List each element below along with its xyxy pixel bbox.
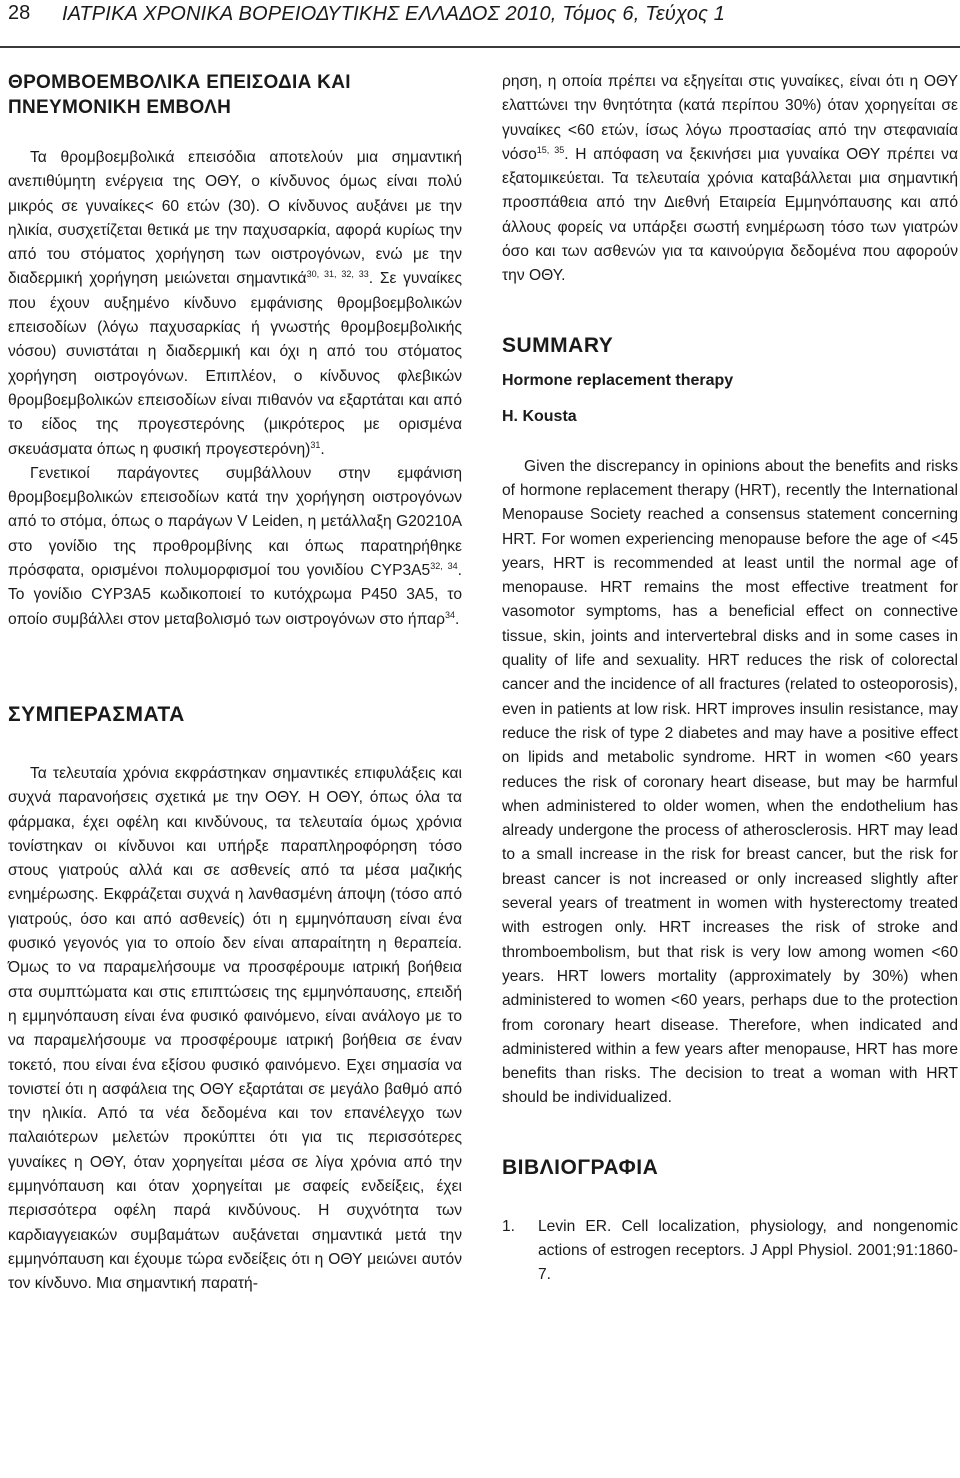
body-paragraph: Γενετικοί παράγοντες συμβάλλουν στην εμφάνιση θρομβοεμβολικών επεισοδίων κατά την χορήγηση οιστρογόνων από το στόμα, όπως ο παράγων V Leiden, η μετάλλαξη G20210A στο γονίδιο της προθρομβίνης και όπως παρατηρήθηκε πρόσφατα, ορισμένοι πολυμορφισμοί του γονιδίου CYP3A5$^{32, 34}$. Το γονίδιο CYP3A5 κωδικοποιεί το κυτόχρωμα P450 3A5, το οποίο συμβάλλει στον μεταβολισμό των οιστρογόνων στο ήπαρ$^{34}$.: [8, 464, 462, 628]
summary-author: H. Kousta: [502, 407, 577, 425]
reference-item: [502, 1215, 958, 1288]
right-column: [502, 70, 958, 1288]
page-number: 28: [8, 2, 31, 24]
section-heading-thromboembolism: ΘΡΟΜΒΟΕΜΒΟΛΙΚΑ ΕΠΕΙΣΟΔΙΑ ΚΑΙ ΠΝΕΥΜΟΝΙΚΗ ΕΜΒΟΛΗ: [8, 72, 351, 118]
reference-text: Levin ER. Cell localization, physiology, and nongenomic actions of estrogen receptors. J Appl Physiol. 2001;91:1860-7.: [538, 1217, 958, 1284]
reference-number: 1.: [502, 1217, 516, 1235]
summary-title: Hormone replacement therapy: [502, 371, 734, 389]
citation[interactable]: 31: [310, 439, 321, 450]
body-paragraph: ρηση, η οποία πρέπει να εξηγείται στις γυναίκες, είναι ότι η ΟΘΥ ελαττώνει την θνητότητα (κατά περίπου 30%) όταν χορηγείται σε γυναίκες <60 ετών, ίσως λόγω προστασίας από την στεφανιαία νόσο$^{15, 35}$. Η απόφαση να ξεκινήσει μια γυναίκα ΟΘΥ πρέπει να εξατομικεύεται. Τα τελευταία χρόνια καταβάλλεται μια σημαντική προσπάθεια από την Διεθνή Εταιρεία Εμμηνόπαυσης και από άλλους φορείς να υπάρξει σωστή ενημέρωση τόσο των γιατρών όσο και των ασθενών για τα καινούργια δεδομένα που αφορούν την ΟΘΥ.: [502, 73, 958, 285]
section-heading-references: ΒΙΒΛΙΟΓΡΑΦΙΑ: [502, 1155, 659, 1179]
summary-paragraph: Given the discrepancy in opinions about the benefits and risks of hormone replacement therapy (HRT), recently the International Menopause Society reached a consensus statement concerning HRT. For women experiencing menopause before the age of <45 years, HRT is recommended at least until the normal age of menopause. HRT remains the most effective treatment for vasomotor symptoms, has a beneficial effect on connective tissue, skin, joints and intervertebral disks and in some cases in quality of life and sexuality. HRT reduces the risk of colorectal cancer and the incidence of all fractures (related to osteoporosis), even in patients at low risk. HRT improves insulin resistance, may reduce the risk of type 2 diabetes and may have a positive effect on lipids and metabolic syndrome. HRT in women <60 years reduces the risk of coronary heart disease, but may be harmful when administered to older women, when the endothelium has already undergone the process of atherosclerosis. HRT may lead to a small increase in the risk for breast cancer, but the risk for breast cancer is not increased or only increased slightly after several years of treatment in women with hysterectomy treated with estrogen only. HRT increases the risk of stroke and thromboembolism, but that risk is very low among women <60 years. HRT lowers mortality (approximately by 30%) when administered to women <60 years, perhaps due to the protection from coronary heart disease. Therefore, when indicated and administered within a few years after menopause, HRT has more benefits than risks. The decision to treat a woman with HRT should be individualized.: [502, 457, 958, 1107]
body-paragraph: Τα θρομβοεμβολικά επεισόδια αποτελούν μια σημαντική ανεπιθύμητη ενέργεια της ΟΘΥ, ο κίνδυνος όμως είναι πολύ μικρός σε γυναίκες< 60 ετών (30). Ο κίνδυνος αυξάνει με την ηλικία, συσχετίζεται θετικά με την παχυσαρκία, αφορά κυρίως την από του στόματος χορήγηση των οιστρογόνων, ενώ με την διαδερμική χορήγηση μειώνεται σημαντικά$^{30, 31, 32, 33}$. Σε γυναίκες που έχουν αυξημένο κίνδυνο εμφάνισης θρομβοεμβολικών επεισοδίων (λόγω παχυσαρκίας ή γνωστής θρομβοεμβολικής νόσου) συνιστάται η διαδερμική και όχι η από του στόματος χορήγηση οιστρογόνων. Επιπλέον, ο κίνδυνος φλεβικών θρομβοεμβολικών επεισοδίων είναι πιθανόν να εξαρτάται και από το είδος της προγεστερόνης (μικρότερος με ορισμένα σκευάσματα όπως η φυσική προγεστερόνη)$^{31}$.: [8, 149, 462, 458]
citation[interactable]: 34: [445, 609, 456, 620]
journal-title: ΙΑΤΡΙΚΑ ΧΡΟΝΙΚΑ ΒΟΡΕΙΟΔΥΤΙΚΗΣ ΕΛΛΑΔΟΣ 2010, Τόμος 6, Τεύχος 1: [62, 3, 726, 25]
citation[interactable]: 15, 35: [536, 144, 565, 155]
section-heading-summary: SUMMARY: [502, 333, 614, 357]
citation[interactable]: 30, 31, 32, 33: [306, 269, 369, 280]
page-header: [0, 0, 960, 40]
citation[interactable]: 32, 34: [430, 561, 458, 572]
body-paragraph: Τα τελευταία χρόνια εκφράστηκαν σημαντικές επιφυλάξεις και συχνά παρανοήσεις σχετικά με την ΟΘΥ. Η ΟΘΥ, όπως όλα τα φάρμακα, έχει οφέλη και κινδύνους, τα τελευταία όμως χρόνια τονίστηκαν οι κίνδυνοι και υπήρξε παραπληροφόρηση τόσο στους γιατρούς αλλά και σε ασθενείς από τα μέσα μαζικής ενημέρωσης. Εκφράζεται συχνά η λανθασμένη άποψη (τόσο από γιατρούς, όσο και από ασθενείς) ότι η εμμηνόπαυση είναι ένα φυσικό γεγονός για το οποίο δεν είναι απαραίτητη η θεραπεία. Όμως το να παραμελήσουμε να προσφέρουμε ιατρική βοήθεια στα συμπτώματα και στις επιπτώσεις της εμμηνόπαυσης, επειδή η εμμηνόπαυση είναι ένα φυσικό φαινόμενο, είναι ανάλογο με το να παραμελήσουμε να προσφέρουμε ιατρική βοήθεια σε έναν τοκετό, που είναι ένα εξίσου φυσικό φαινόμενο. Εχει σημασία να τονιστεί ότι η ασφάλεια της ΟΘΥ εξαρτάται σε μεγάλο βαθμό από την ηλικία. Από τα νέα δεδομένα και τον επανέλεγχο των παλαιότερων μελετών προκύπτει ότι για τις περισσότερες γυναίκες η ΟΘΥ, όταν χορηγείται μέσα σε λίγα χρόνια από την εμμηνόπαυση και όταν χορηγείται με σαφείς ενδείξεις, έχει περισσότερα οφέλη παρά κινδύνους. Η συχνότητα των καρδιαγγειακών συμβαμάτων αυξάνεται σημαντικά μετά την εμμηνόπαυση και έχουμε τώρα ενδείξεις ότι η ΟΘΥ μειώνει αυτόν τον κίνδυνο. Μια σημαντική παρατή-: [8, 764, 462, 1293]
section-heading-conclusions: ΣΥΜΠΕΡΑΣΜΑΤΑ: [8, 702, 185, 726]
left-column: [8, 70, 462, 1296]
reference-list: [502, 1215, 958, 1288]
header-divider: [0, 46, 960, 48]
